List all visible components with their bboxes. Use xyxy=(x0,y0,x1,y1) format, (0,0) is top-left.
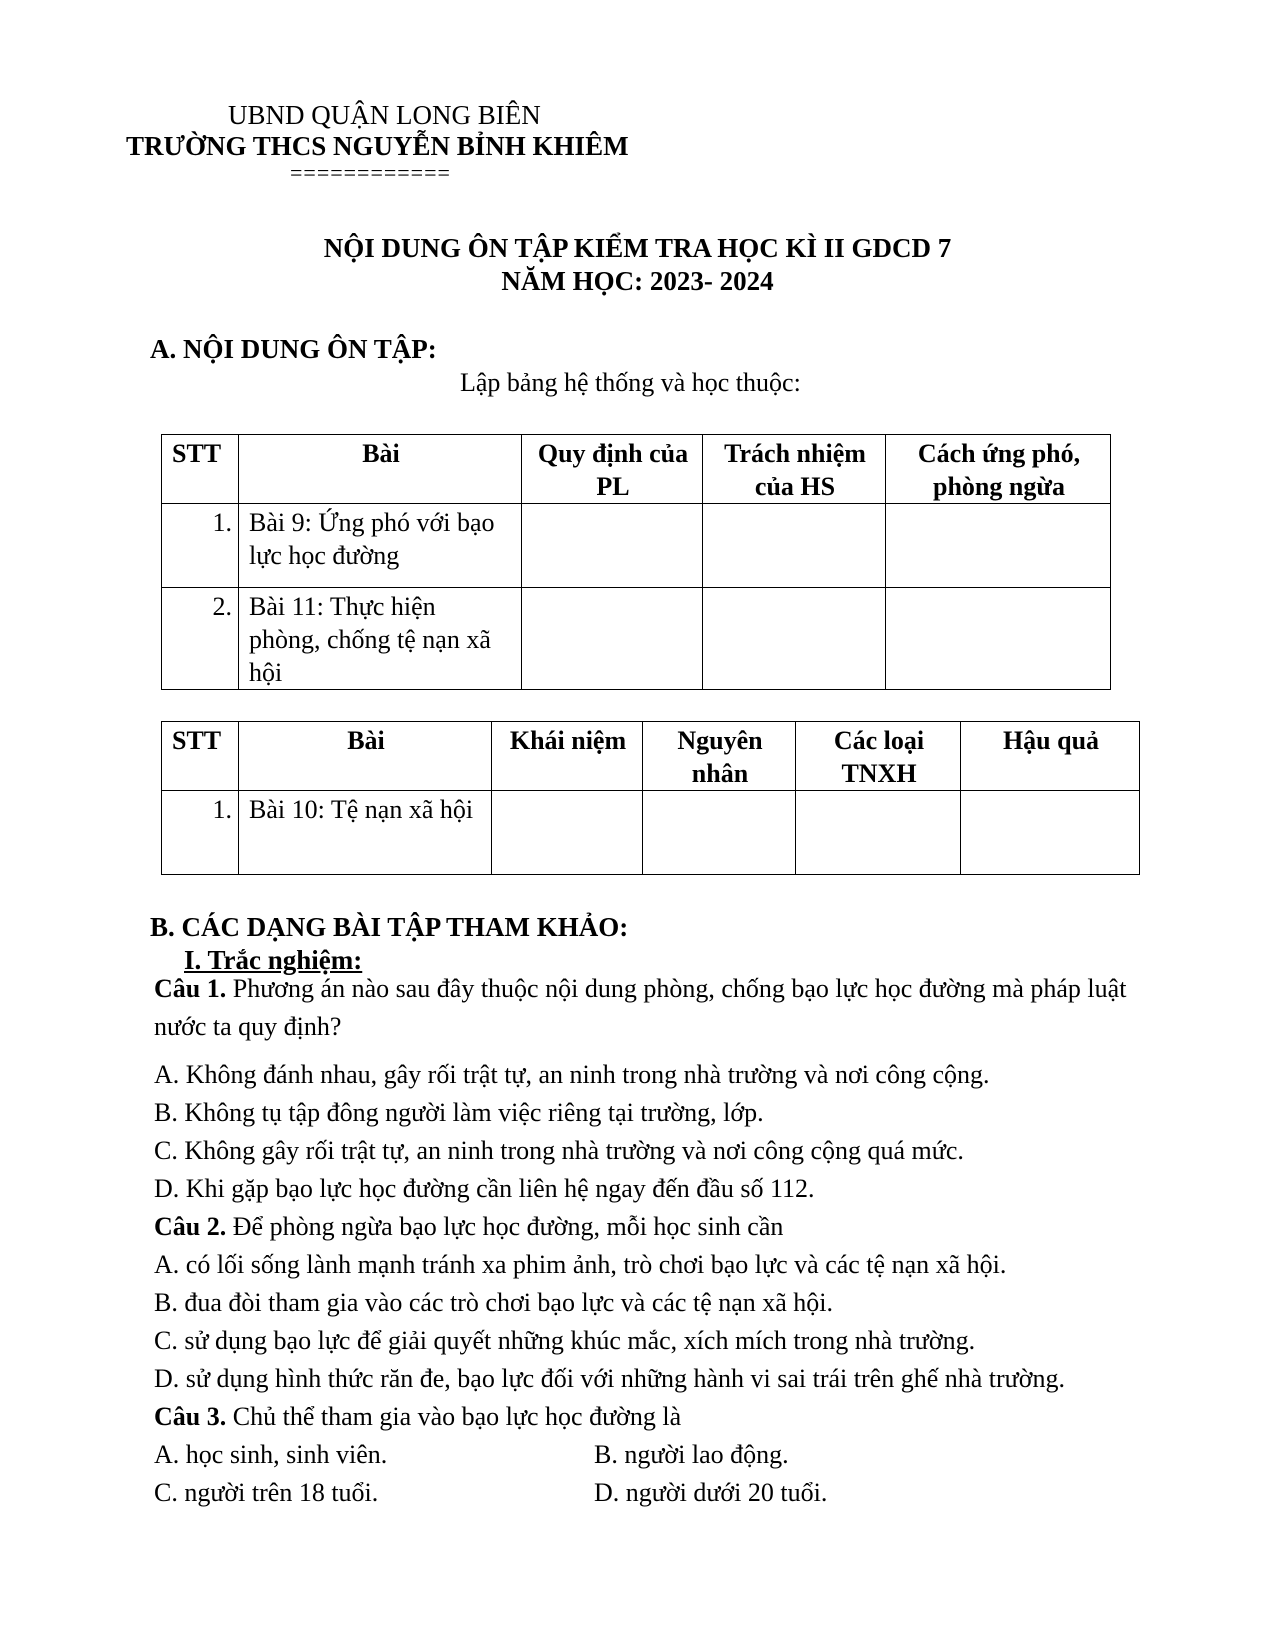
section-b-subheading: I. Trắc nghiệm: xyxy=(184,945,363,975)
column-header-stt: STT xyxy=(162,722,239,791)
section-a-heading: A. NỘI DUNG ÔN TẬP: xyxy=(150,334,437,364)
table-cell-bai: Bài 11: Thực hiện phòng, chống tệ nạn xã hội xyxy=(239,588,522,690)
column-header-stt: STT xyxy=(162,435,239,504)
column-header-types: Các loại TNXH xyxy=(796,722,961,791)
table-cell-stt: 2. xyxy=(162,588,239,690)
answer-option[interactable]: B. Không tụ tập đông người làm việc riêng tại trường, lớp. xyxy=(154,1098,764,1127)
question-label: Câu 3. xyxy=(154,1402,227,1431)
review-table-2 xyxy=(161,721,1140,875)
answer-option[interactable]: B. đua đòi tham gia vào các trò chơi bạo lực và các tệ nạn xã hội. xyxy=(154,1288,834,1317)
answer-option[interactable]: B. người lao động. xyxy=(594,1440,789,1469)
table-header-row xyxy=(162,435,1111,504)
column-header-cause: Nguyên nhân xyxy=(643,722,796,791)
column-header-bai: Bài xyxy=(239,435,522,504)
column-header-responsibility: Trách nhiệm của HS xyxy=(703,435,886,504)
question-text: Để phòng ngừa bạo lực học đường, mỗi học sinh cần xyxy=(226,1212,784,1241)
question-text: Chủ thể tham gia vào bạo lực học đường là xyxy=(226,1402,682,1431)
table-row xyxy=(162,504,1111,588)
table-row xyxy=(162,791,1140,875)
question-3 xyxy=(154,1398,1144,1436)
answer-option[interactable]: A. học sinh, sinh viên. xyxy=(154,1440,388,1469)
answer-option[interactable]: D. Khi gặp bạo lực học đường cần liên hệ ngay đến đầu số 112. xyxy=(154,1174,815,1203)
table-cell-empty[interactable] xyxy=(643,791,796,875)
table-cell-empty[interactable] xyxy=(522,504,703,588)
table-cell-empty[interactable] xyxy=(796,791,961,875)
question-label: Câu 1. xyxy=(154,974,227,1003)
table-cell-empty[interactable] xyxy=(886,504,1111,588)
table-cell-empty[interactable] xyxy=(492,791,643,875)
answer-option[interactable]: D. sử dụng hình thức răn đe, bạo lực đối với những hành vi sai trái trên ghế nhà trường. xyxy=(154,1364,1066,1393)
question-2 xyxy=(154,1208,1144,1246)
org-name-school: TRƯỜNG THCS NGUYỄN BỈNH KHIÊM xyxy=(126,131,629,161)
school-year: NĂM HỌC: 2023- 2024 xyxy=(501,266,774,296)
answer-option[interactable]: D. người dưới 20 tuổi. xyxy=(594,1478,828,1507)
answer-option[interactable]: C. Không gây rối trật tự, an ninh trong nhà trường và nơi công cộng quá mức. xyxy=(154,1136,964,1165)
question-1 xyxy=(154,970,1144,1046)
answer-option[interactable]: C. sử dụng bạo lực để giải quyết những khúc mắc, xích mích trong nhà trường. xyxy=(154,1326,976,1355)
column-header-consequence: Hậu quả xyxy=(961,722,1140,791)
document-title: NỘI DUNG ÔN TẬP KIỂM TRA HỌC KÌ II GDCD 7 xyxy=(323,233,952,263)
org-name-district: UBND QUẬN LONG BIÊN xyxy=(228,100,541,130)
header-rule: ============ xyxy=(290,160,451,185)
question-label: Câu 2. xyxy=(154,1212,227,1241)
table-header-row xyxy=(162,722,1140,791)
table-cell-empty[interactable] xyxy=(961,791,1140,875)
table-cell-stt: 1. xyxy=(162,504,239,588)
column-header-bai: Bài xyxy=(239,722,492,791)
table-row xyxy=(162,588,1111,690)
question-text: Phương án nào sau đây thuộc nội dung phòng, chống bạo lực học đường mà pháp luật nước ta quy định? xyxy=(154,974,1127,1041)
answer-option[interactable]: A. Không đánh nhau, gây rối trật tự, an ninh trong nhà trường và nơi công cộng. xyxy=(154,1060,990,1089)
table-cell-stt: 1. xyxy=(162,791,239,875)
table-cell-empty[interactable] xyxy=(703,588,886,690)
table-cell-empty[interactable] xyxy=(703,504,886,588)
review-table-1 xyxy=(161,434,1111,690)
table-cell-bai: Bài 10: Tệ nạn xã hội xyxy=(239,791,492,875)
section-a-instruction: Lập bảng hệ thống và học thuộc: xyxy=(460,368,801,397)
column-header-response: Cách ứng phó, phòng ngừa xyxy=(886,435,1111,504)
column-header-regulation: Quy định của PL xyxy=(522,435,703,504)
answer-option[interactable]: A. có lối sống lành mạnh tránh xa phim ảnh, trò chơi bạo lực và các tệ nạn xã hội. xyxy=(154,1250,1007,1279)
table-cell-bai: Bài 9: Ứng phó với bạo lực học đường xyxy=(239,504,522,588)
table-cell-empty[interactable] xyxy=(886,588,1111,690)
table-cell-empty[interactable] xyxy=(522,588,703,690)
column-header-concept: Khái niệm xyxy=(492,722,643,791)
answer-option[interactable]: C. người trên 18 tuổi. xyxy=(154,1478,379,1507)
section-b-heading: B. CÁC DẠNG BÀI TẬP THAM KHẢO: xyxy=(150,912,629,942)
